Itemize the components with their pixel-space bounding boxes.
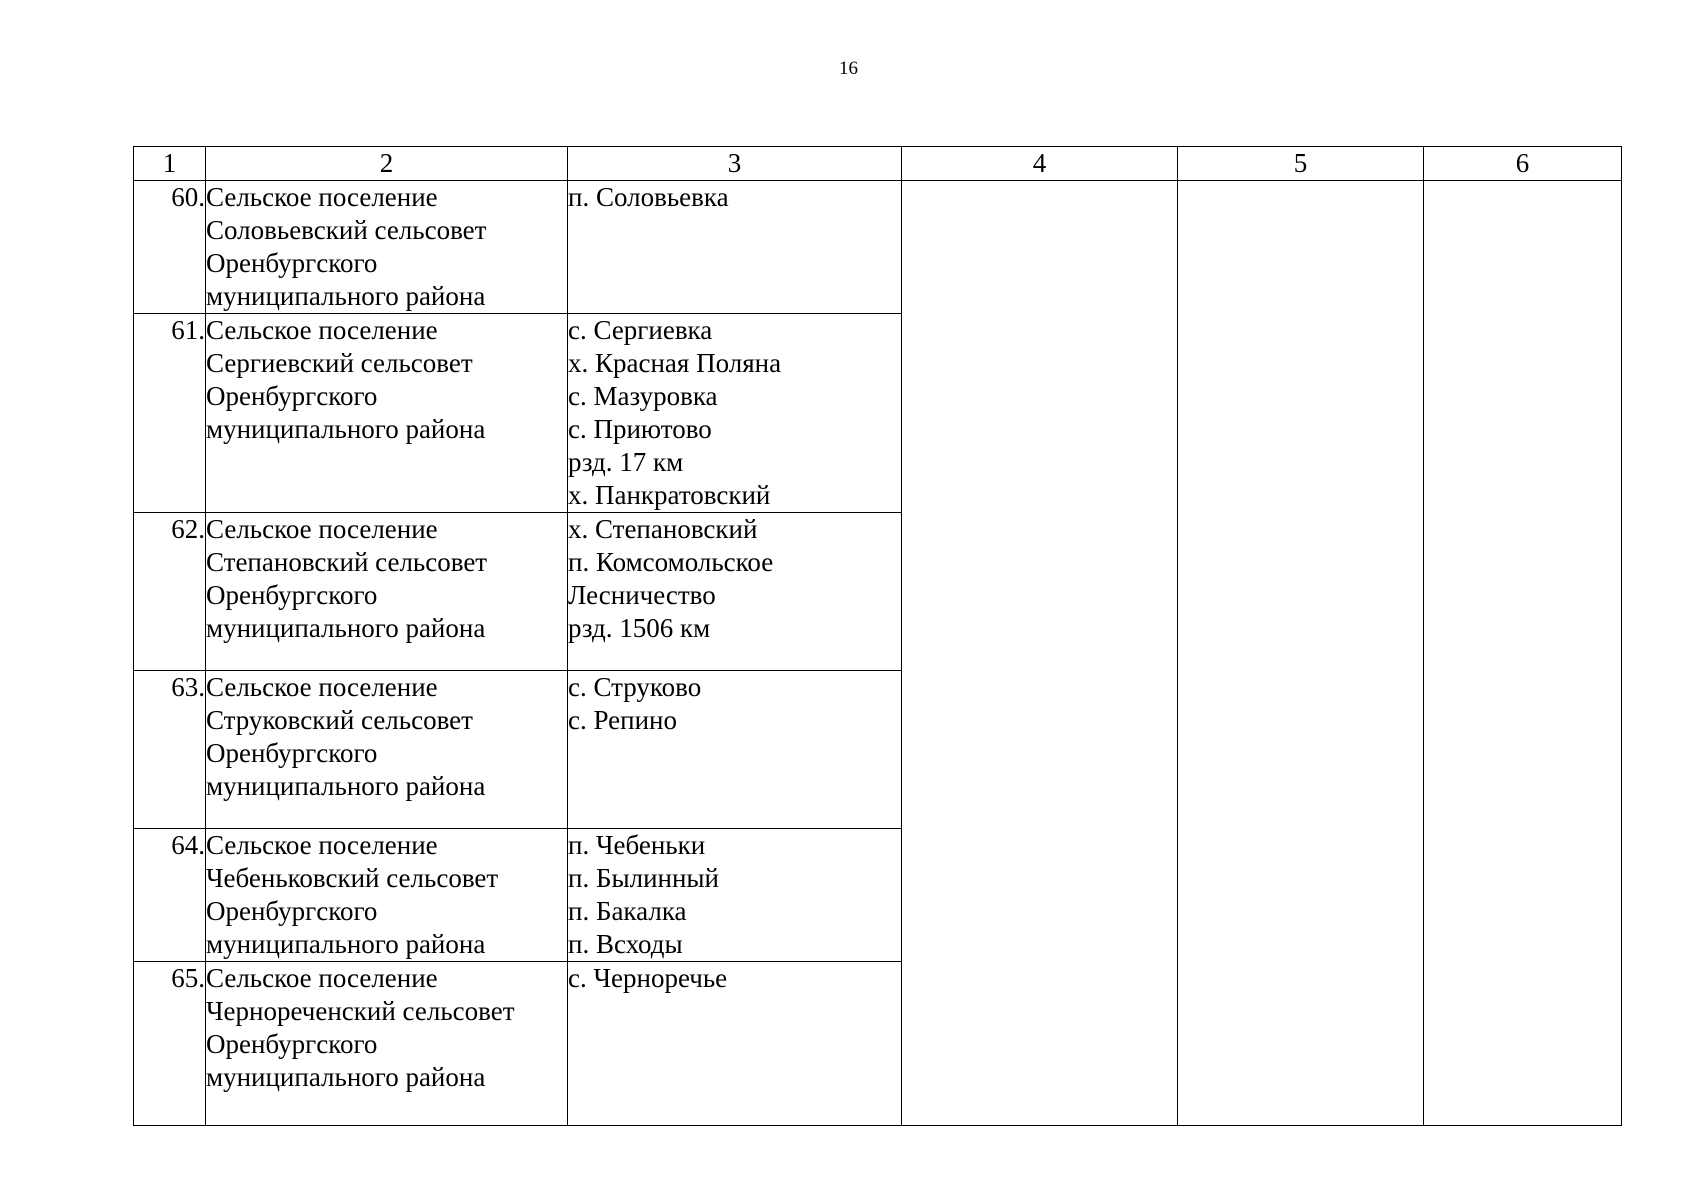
text-line: Сельское поселение (206, 672, 438, 702)
text-line: Чебеньковский сельсовет (206, 863, 499, 893)
row-number: 64. (134, 829, 206, 962)
text-line: Сельское поселение (206, 315, 438, 345)
table-row (134, 181, 1622, 314)
column-header: 6 (1424, 147, 1622, 181)
row-number: 63. (134, 671, 206, 829)
text-line: Степановский сельсовет (206, 547, 488, 577)
settlement-name (206, 314, 568, 513)
text-line: Сергиевский сельсовет (206, 348, 473, 378)
row-number: 62. (134, 513, 206, 671)
column-header: 3 (568, 147, 902, 181)
text-line: Лесничество (568, 580, 716, 610)
text-line: с. Мазуровка (568, 381, 718, 411)
settlement-name (206, 671, 568, 829)
settlement-name (206, 962, 568, 1126)
row-number: 61. (134, 314, 206, 513)
text-line: Оренбургского (206, 1029, 378, 1059)
settlement-name (206, 181, 568, 314)
text-line: с. Сергиевка (568, 315, 713, 345)
text-line: с. Репино (568, 705, 677, 735)
localities (568, 314, 902, 513)
text-line: Чернореченский сельсовет (206, 996, 515, 1026)
localities (568, 829, 902, 962)
text-line: Сельское поселение (206, 830, 438, 860)
text-line: рзд. 17 км (568, 447, 684, 477)
localities (568, 513, 902, 671)
column-6-cell (1424, 181, 1622, 1126)
text-line: Струковский сельсовет (206, 705, 473, 735)
row-number: 60. (134, 181, 206, 314)
text-line: муниципального района (206, 771, 486, 801)
column-header: 5 (1178, 147, 1424, 181)
column-header: 2 (206, 147, 568, 181)
text-line: х. Панкратовский (568, 480, 771, 510)
page-number: 16 (839, 58, 858, 79)
text-line: Сельское поселение (206, 963, 438, 993)
localities (568, 671, 902, 829)
text-line: рзд. 1506 км (568, 613, 711, 643)
settlement-name (206, 513, 568, 671)
row-number: 65. (134, 962, 206, 1126)
text-line: Соловьевский сельсовет (206, 215, 487, 245)
text-line: с. Струково (568, 672, 702, 702)
text-line: Оренбургского (206, 381, 378, 411)
text-line: Сельское поселение (206, 514, 438, 544)
localities (568, 962, 902, 1126)
text-line: Оренбургского (206, 248, 378, 278)
column-5-cell (1178, 181, 1424, 1126)
text-line: муниципального района (206, 1062, 486, 1092)
table-header-row (134, 147, 1622, 181)
text-line: муниципального района (206, 613, 486, 643)
text-line: п. Всходы (568, 929, 683, 959)
text-line: муниципального района (206, 414, 486, 444)
text-line: п. Бакалка (568, 896, 687, 926)
text-line: п. Былинный (568, 863, 720, 893)
text-line: п. Чебеньки (568, 830, 706, 860)
settlements-table (133, 146, 1622, 1126)
text-line: Оренбургского (206, 738, 378, 768)
text-line: с. Приютово (568, 414, 712, 444)
text-line: муниципального района (206, 281, 486, 311)
text-line: с. Черноречье (568, 963, 728, 993)
text-line: п. Соловьевка (568, 182, 729, 212)
text-line: Оренбургского (206, 896, 378, 926)
text-line: Оренбургского (206, 580, 378, 610)
text-line: п. Комсомольское (568, 547, 774, 577)
column-header: 4 (902, 147, 1178, 181)
text-line: х. Степановский (568, 514, 758, 544)
column-4-cell (902, 181, 1178, 1126)
settlement-name (206, 829, 568, 962)
column-header: 1 (134, 147, 206, 181)
text-line: х. Красная Поляна (568, 348, 782, 378)
text-line: Сельское поселение (206, 182, 438, 212)
text-line: муниципального района (206, 929, 486, 959)
localities (568, 181, 902, 314)
